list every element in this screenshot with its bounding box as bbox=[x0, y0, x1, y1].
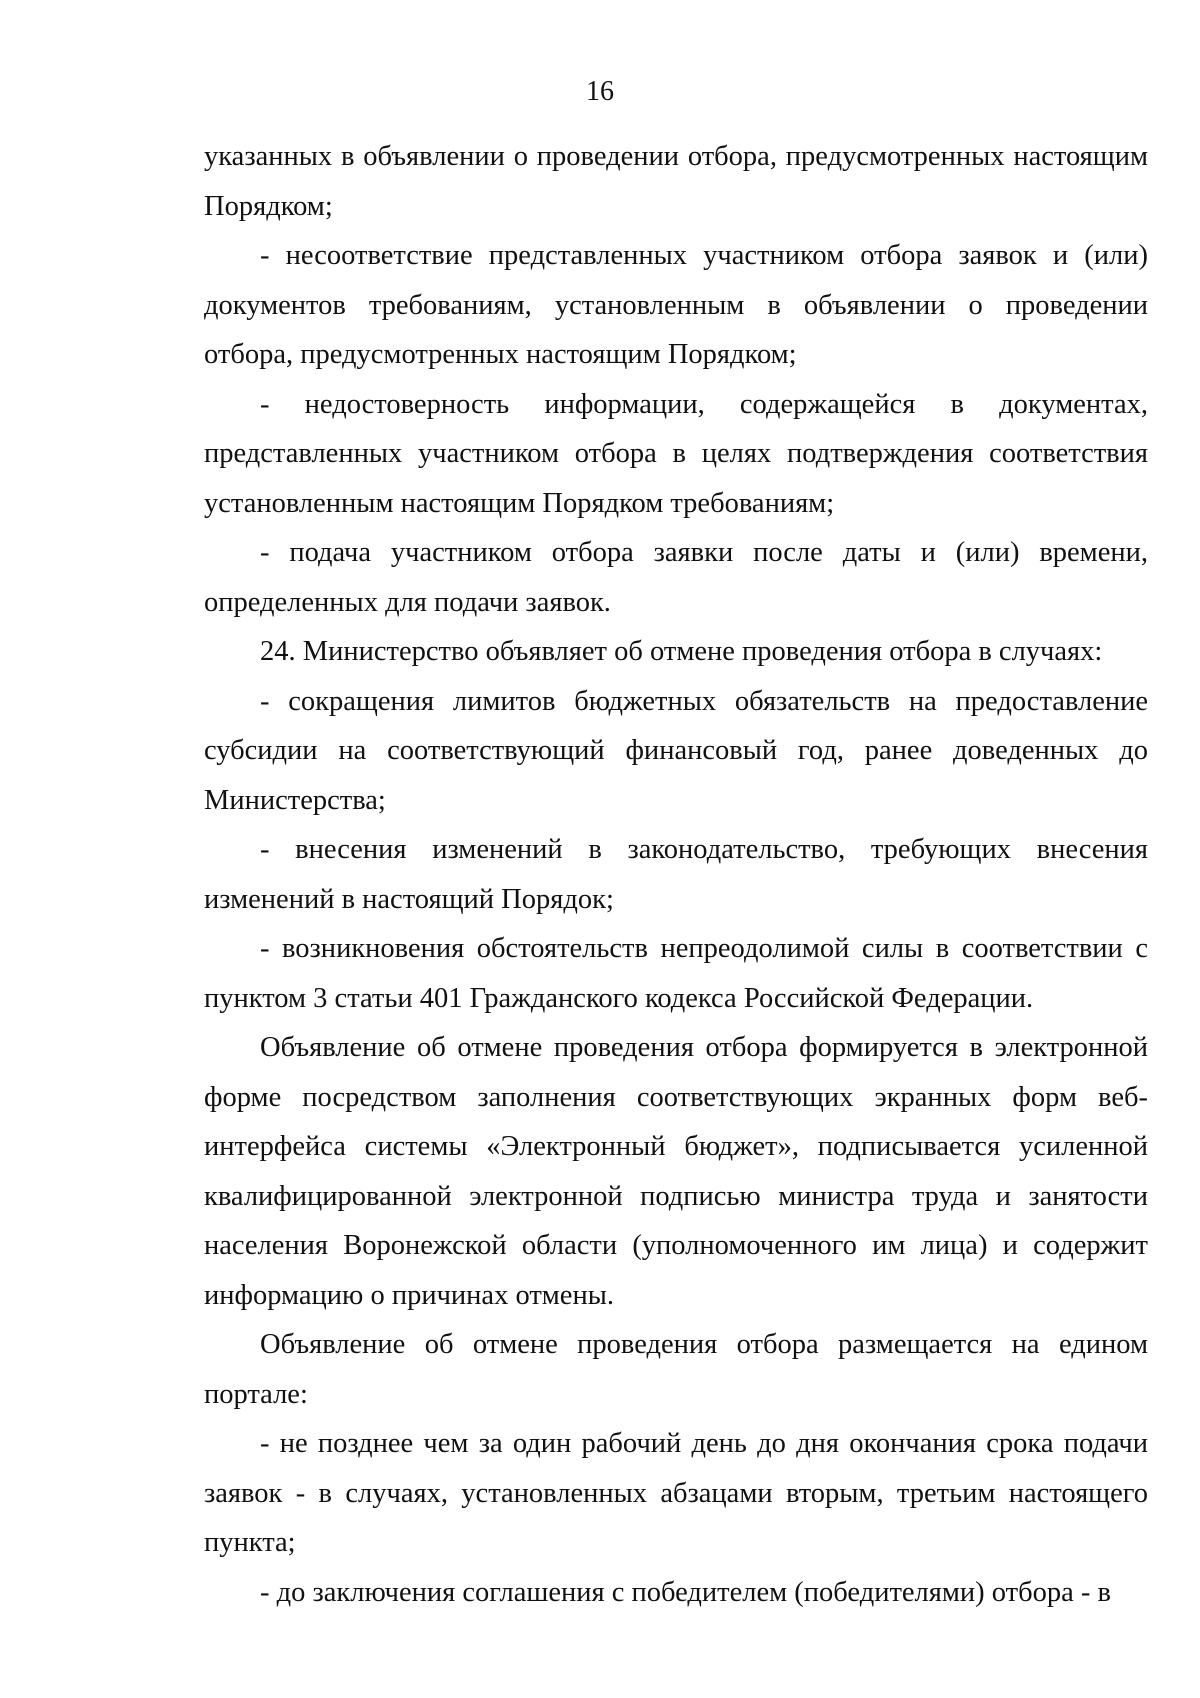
paragraph-continuation: указанных в объявлении о проведении отбора, предусмотренных настоящим Порядком; bbox=[204, 141, 1148, 222]
paragraph-list-item: - возникновения обстоятельств непреодолимой силы в соответствии с пунктом 3 статьи 401 Гражданского кодекса Российской Федерации. bbox=[204, 933, 1148, 1014]
paragraph-list-item: - недостоверность информации, содержащейся в документах, представленных участником отбора в целях подтверждения соответствия установленным настоящим Порядком требованиям; bbox=[204, 388, 1148, 519]
paragraph-list-item: - несоответствие представленных участником отбора заявок и (или) документов требованиям, установленным в объявлении о проведении отбора, предусмотренных настоящим Порядком; bbox=[204, 240, 1148, 370]
paragraph-list-item: - сокращения лимитов бюджетных обязательств на предоставление субсидии на соответствующий финансовый год, ранее доведенных до Министерства; bbox=[204, 685, 1148, 816]
page-number: 16 bbox=[586, 76, 614, 107]
paragraph-list-item: - не позднее чем за один рабочий день до дня окончания срока подачи заявок - в случаях, установленных абзацами вторым, третьим настоящего пункта; bbox=[204, 1428, 1148, 1558]
paragraph-clause-24: 24. Министерство объявляет об отмене проведения отбора в случаях: bbox=[260, 636, 1103, 667]
paragraph-list-item: - до заключения соглашения с победителем (победителями) отбора - в bbox=[260, 1576, 1111, 1608]
paragraph-body: Объявление об отмене проведения отбора размещается на едином портале: bbox=[204, 1329, 1148, 1410]
paragraph-list-item: - подача участником отбора заявки после даты и (или) времени, определенных для подачи заявок. bbox=[204, 537, 1148, 618]
document-body bbox=[204, 132, 1148, 1617]
paragraph-list-item: - внесения изменений в законодательство, требующих внесения изменений в настоящий Порядок; bbox=[204, 834, 1148, 915]
paragraph-body: Объявление об отмене проведения отбора формируется в электронной форме посредством заполнения соответствующих экранных форм веб-интерфейса системы «Электронный бюджет», подписывается усиленной квалифицированной электронной подписью министра труда и занятости населения Воронежской области (уполномоченного им лица) и содержит информацию о причинах отмены. bbox=[204, 1032, 1148, 1311]
